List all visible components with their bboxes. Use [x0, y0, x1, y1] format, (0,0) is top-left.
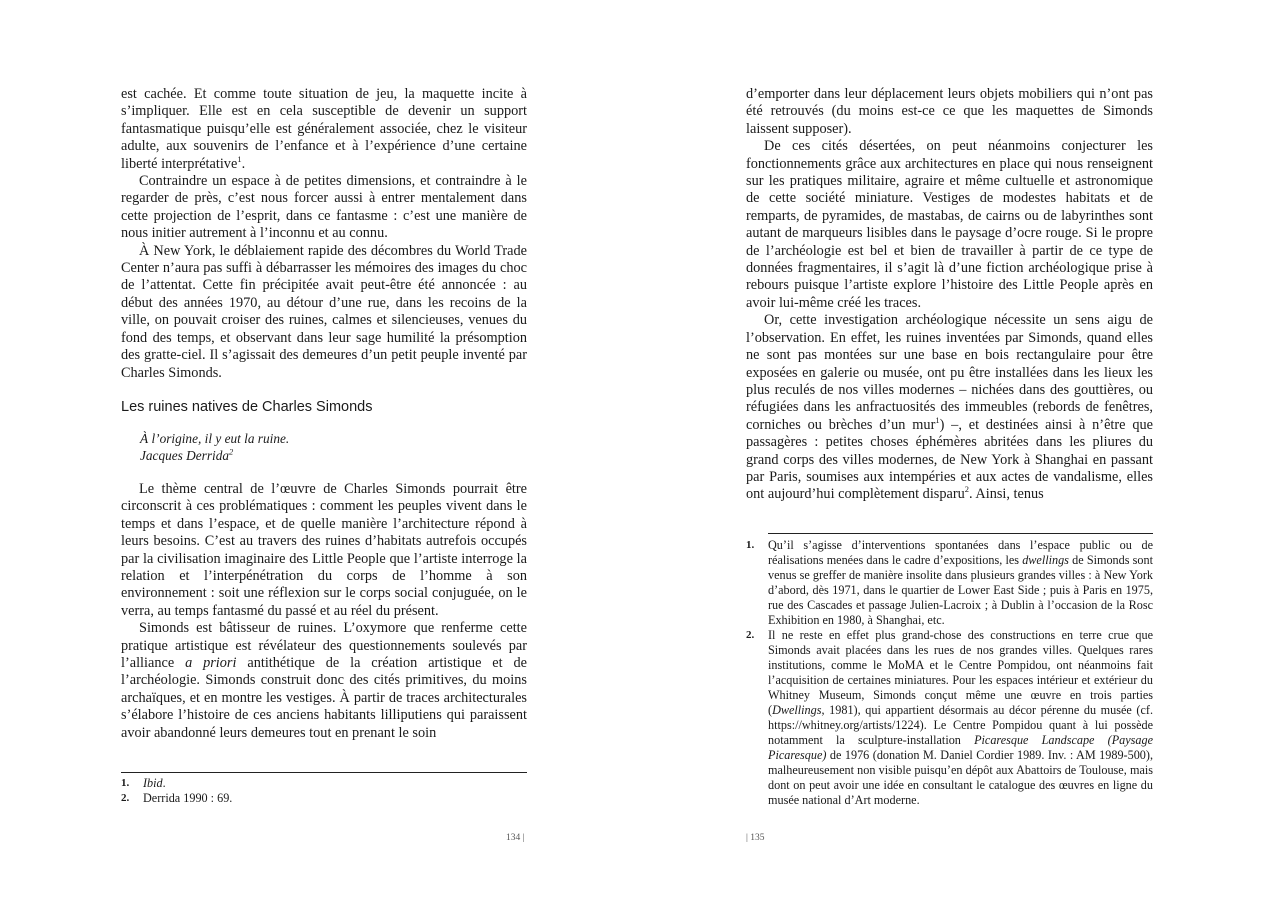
paragraph-text: est cachée. Et comme toute situation de jeu, la maquette incite à s’impliquer. Elle est en cela susceptible de devenir un support fantasmatique puisqu’elle est généralement associée, chez le visiteur adulte, aux souvenirs de l’enfance et à l’expérience d’une certaine liberté interprétative — [121, 86, 527, 172]
footnote-ref: 1 — [237, 153, 242, 164]
page-number: | 135 — [746, 833, 765, 843]
paragraph — [121, 86, 527, 173]
italic-text: dwellings — [1022, 553, 1069, 567]
left-text-column — [121, 86, 527, 742]
footnote — [121, 776, 527, 791]
footnote-text-part: de Simonds sont venus se greffer de manière insolite dans plusieurs grandes villes : à New York d’abord, dès 1971, dans le quartier de Lower East Side ; puis à Paris en 1975, rue des Cascades et passage Julien-Lacroix ; à Dublin à l’occasion de la Rosc Exhibition en 1980, à Shanghai, etc. — [768, 553, 1153, 627]
footnote-text-part: , 1981), qui appartient désormais au décor pérenne du musée (cf. https://whitney.org/artists/1224). Le Centre Pompidou quant à lui possède notamment la sculpture-installation — [768, 703, 1153, 747]
paragraph: De ces cités désertées, on peut néanmoins conjecturer les fonctionnements grâce aux architectures en place qui nous renseignent sur les pratiques militaire, agraire et même cultuelle et astronomique de cette société miniature. Vestiges de modestes habitats et de remparts, de pyramides, de mastabas, de cairns ou de labyrinthes sont autant de marqueurs lisibles dans le paysage d’ocre rouge. Si le propre de l’archéologie est bel et bien de travailler à partir de ce type de données fragmentaires, il s’agit là d’une fiction archéologique prise à rebours puisque l’artiste explore l’histoire des Little People après en avoir lui-même créé les traces. — [746, 138, 1153, 311]
paragraph: Contraindre un espace à de petites dimensions, et contraindre à le regarder de près, c’est nous forcer aussi à entrer mentalement dans cette projection de l’esprit, dans ce fantasme : c’est une manière de nous initier autrement à l’inconnu et au connu. — [121, 173, 527, 242]
footnote-ref: 2 — [964, 484, 970, 495]
paragraph: d’emporter dans leur déplacement leurs objets mobiliers qui n’ont pas été retrouvés (du moins est-ce ce que les maquettes de Simonds laissent supposer). — [746, 86, 1153, 137]
footnote-ref: 1 — [935, 414, 940, 425]
footnote — [746, 538, 1153, 628]
epigraph-author-line — [140, 447, 527, 464]
footnotes — [121, 776, 527, 806]
italic-text: a priori — [185, 654, 237, 671]
footnote-text-rest: . — [162, 776, 166, 790]
italic-text: Dwellings — [772, 703, 822, 717]
footnote-divider — [768, 533, 1153, 534]
footnote-ref: 2 — [229, 446, 234, 457]
footnote-text-part: Qu’il s’agisse d’interventions spontanées dans l’espace public ou de réalisations menées dans le cadre d’expositions, les — [768, 538, 1153, 567]
italic-text: Ibid — [143, 776, 163, 790]
footnote-text-part: Il ne reste en effet plus grand-chose des constructions en terre crue que Simonds avait placées dans les rues de nos grandes villes. Quelques rares institutions, comme le MoMA et le Centre Pompidou, ont néanmoins fait l’acquisition de certaines miniatures. Pour les espaces intérieur et extérieur du Whitney Museum, Simonds conçut même une œuvre en trois parties ( — [768, 628, 1153, 717]
footnote-text — [768, 538, 1153, 628]
footnote — [746, 628, 1153, 808]
paragraph-text: Or, cette investigation archéologique nécessite un sens aigu de l’observation. En effet, les ruines inventées par Simonds, quand elles ne sont pas montées sur une base en bois rectangulaire pour être exposées en galerie ou musée, ont pu être installées dans les lieux les plus reculés de nos villes modernes – nichées dans des gouttières, ou réfugiées dans les anfractuosités des immeubles (rebords de fenêtres, corniches ou brèches d’un mur — [746, 312, 1153, 433]
epigraph-quote: À l’origine, il y eut la ruine. — [140, 430, 290, 446]
footnote-text — [143, 776, 527, 791]
paragraph: À New York, le déblaiement rapide des décombres du World Trade Center n’aura pas suffi à débarrasser les mémoires des images du choc de l’attentat. Cette fin précipitée avait peut-être été annoncée : au début des années 1970, au détour d’une rue, dans les recoins de la ville, on pouvait croiser des ruines, calmes et silencieuses, venues du fond des temps, et observant dans leur sage humilité la présomption des gratte-ciel. Il s’agissait des demeures d’un petit peuple inventé par Charles Simonds. — [121, 242, 527, 381]
footnote-text — [768, 628, 1153, 808]
paragraph — [746, 312, 1153, 503]
footnote-text-part: de 1976 (donation M. Daniel Cordier 1989. Inv. : AM 1989-500), malheureusement non visible puisqu’en dépôt aux Abattoirs de Toulouse, mais dont on peut avoir une idée en consultant le catalogue des œuvres en ligne du musée national d’Art moderne. — [768, 748, 1153, 807]
paragraph-text: . Ainsi, tenus — [969, 486, 1044, 503]
footnote-number: 2. — [121, 792, 130, 804]
footnote — [121, 791, 527, 806]
footnote-number: 1. — [746, 539, 755, 551]
paragraph-text: antithétique de la création artistique et de l’archéologie. Simonds construit donc des cités primitives, du moins archaïques, et en montre les vestiges. À partir de traces architecturales s’élabore l’histoire de ces anciens habitants lilliputiens qui paraissent avoir abandonné leurs demeures tout en prenant le soin — [121, 654, 527, 741]
right-page — [636, 0, 1272, 904]
footnote-number: 2. — [746, 629, 755, 641]
footnote-number: 1. — [121, 777, 130, 789]
epigraph-author: Jacques Derrida — [140, 447, 229, 463]
right-text-column — [746, 86, 1153, 504]
page-number: 134 | — [506, 833, 525, 843]
paragraph-text: . — [241, 155, 246, 172]
paragraph-text: Simonds est bâtisseur de ruines. L’oxymore que renferme cette pratique artistique est révélateur des questionnements soulevés par l’alliance — [121, 620, 527, 671]
paragraph-text: ) –, et destinées ainsi à n’être que passagères : petites choses éphémères abritées dans les pliures du grand corps des villes modernes, de New York à Shanghai en passant par Paris, soumises aux intempéries et aux actes de vandalisme, elles ont aujourd’hui complètement disparu — [746, 416, 1153, 503]
epigraph — [140, 430, 527, 464]
paragraph — [121, 620, 527, 742]
section-heading: Les ruines natives de Charles Simonds — [121, 398, 373, 415]
paragraph: Le thème central de l’œuvre de Charles Simonds pourrait être circonscrit à ces problématiques : comment les peuples vivent dans le temps et dans l’espace, et de quelle manière l’architecture répond à leurs besoins. C’est au travers des ruines d’habitats autrefois occupés par la civilisation imaginaire des Little People que l’artiste interroge la relation et l’interpénétration du corps de l’homme à son environnement : soit une réflexion sur le corps social conjuguée, on le verra, au temps fantasmé du passé et au réel du présent. — [121, 480, 527, 619]
footnote-text: Derrida 1990 : 69. — [143, 791, 233, 805]
footnote-divider — [121, 772, 527, 773]
footnotes — [746, 538, 1153, 808]
italic-text: Picaresque Landscape (Paysage Picaresque) — [768, 733, 1153, 762]
